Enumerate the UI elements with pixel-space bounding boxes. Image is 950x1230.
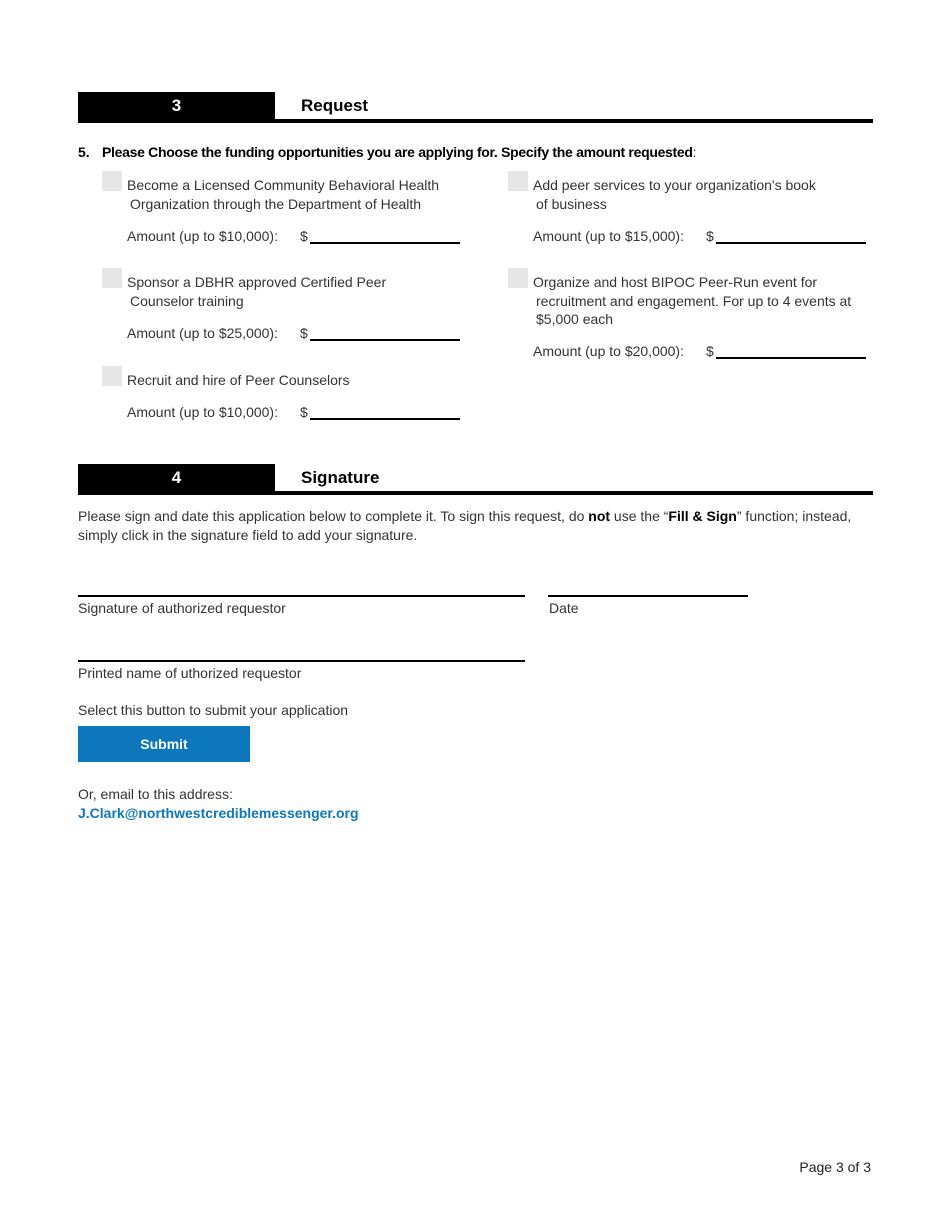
bipoc-event-label [533, 273, 851, 329]
peer-services-label-line1: Add peer services to your organization's book [533, 177, 816, 193]
email-prompt: Or, email to this address: [78, 786, 233, 802]
section-3-header [78, 92, 873, 122]
bipoc-label-line3: $5,000 each [536, 311, 614, 327]
section-title: Request [301, 96, 369, 115]
signature-label: Signature of authorized requestor [78, 600, 286, 616]
question-number: 5. [78, 144, 90, 160]
recruit-amount-label: Amount (up to $10,000): [127, 404, 278, 420]
signature-field[interactable] [78, 595, 525, 597]
instructions-text-3: ” function; instead, simply click in the signature field to add your signature. [78, 508, 852, 543]
recruit-label [127, 371, 350, 390]
signature-instructions [78, 507, 868, 545]
bipoc-label-line2: recruitment and engagement. For up to 4 events at [536, 292, 852, 309]
section-rule [78, 119, 873, 123]
dbhr-label-line2: Counselor training [130, 292, 244, 309]
page-number: Page 3 of 3 [799, 1159, 871, 1175]
recruit-currency: $ [300, 404, 308, 420]
licensed-label-line1: Become a Licensed Community Behavioral Health [127, 177, 440, 193]
dbhr-amount-field[interactable] [310, 339, 460, 341]
bipoc-currency: $ [706, 343, 714, 359]
dbhr-amount-label: Amount (up to $25,000): [127, 325, 278, 341]
peer-services-amount-field[interactable] [716, 242, 866, 244]
peer-services-checkbox[interactable] [508, 171, 528, 191]
licensed-amount-label: Amount (up to $10,000): [127, 228, 278, 244]
submit-prompt: Select this button to submit your application [78, 702, 349, 718]
recruit-label-line1: Recruit and hire of Peer Counselors [127, 372, 350, 388]
question-5 [78, 144, 90, 162]
date-field[interactable] [548, 595, 748, 597]
peer-services-currency: $ [706, 228, 714, 244]
question-text: Please Choose the funding opportunities you are applying for. Specify the amount requested [102, 144, 693, 160]
bipoc-event-checkbox[interactable] [508, 268, 528, 288]
licensed-currency: $ [300, 228, 308, 244]
dbhr-checkbox[interactable] [102, 268, 122, 288]
recruit-amount-field[interactable] [310, 418, 460, 420]
section-number: 3 [78, 92, 275, 120]
peer-services-amount-label: Amount (up to $15,000): [533, 228, 684, 244]
peer-services-label-line2: of business [536, 195, 607, 212]
recruit-checkbox[interactable] [102, 366, 122, 386]
section-rule [78, 491, 873, 495]
bipoc-amount-label: Amount (up to $20,000): [533, 343, 684, 359]
instructions-text-1: Please sign and date this application below to complete it. To sign this request, do [78, 508, 589, 524]
question-suffix: : [692, 144, 697, 160]
peer-services-label [533, 176, 816, 213]
email-link[interactable]: J.Clark@northwestcrediblemessenger.org [78, 805, 359, 821]
printed-name-field[interactable] [78, 660, 525, 662]
instructions-text-2: use the “ [610, 508, 669, 524]
dbhr-label-line1: Sponsor a DBHR approved Certified Peer [127, 274, 387, 290]
printed-name-label: Printed name of uthorized requestor [78, 665, 302, 681]
licensed-label-line2: Organization through the Department of Health [130, 195, 422, 212]
bipoc-amount-field[interactable] [716, 357, 866, 359]
section-number: 4 [78, 464, 275, 492]
licensed-amount-field[interactable] [310, 242, 460, 244]
bipoc-label-line1: Organize and host BIPOC Peer-Run event for [533, 274, 818, 290]
licensed-checkbox[interactable] [102, 171, 122, 191]
licensed-label [127, 176, 439, 213]
dbhr-currency: $ [300, 325, 308, 341]
instructions-bold-not: not [588, 508, 611, 524]
question-5-text [102, 144, 697, 162]
date-label: Date [549, 600, 579, 616]
dbhr-label [127, 273, 386, 310]
section-4-header [78, 464, 873, 494]
instructions-bold-fill-sign: Fill & Sign [668, 508, 737, 524]
submit-button[interactable]: Submit [78, 726, 250, 762]
section-title: Signature [301, 468, 380, 487]
